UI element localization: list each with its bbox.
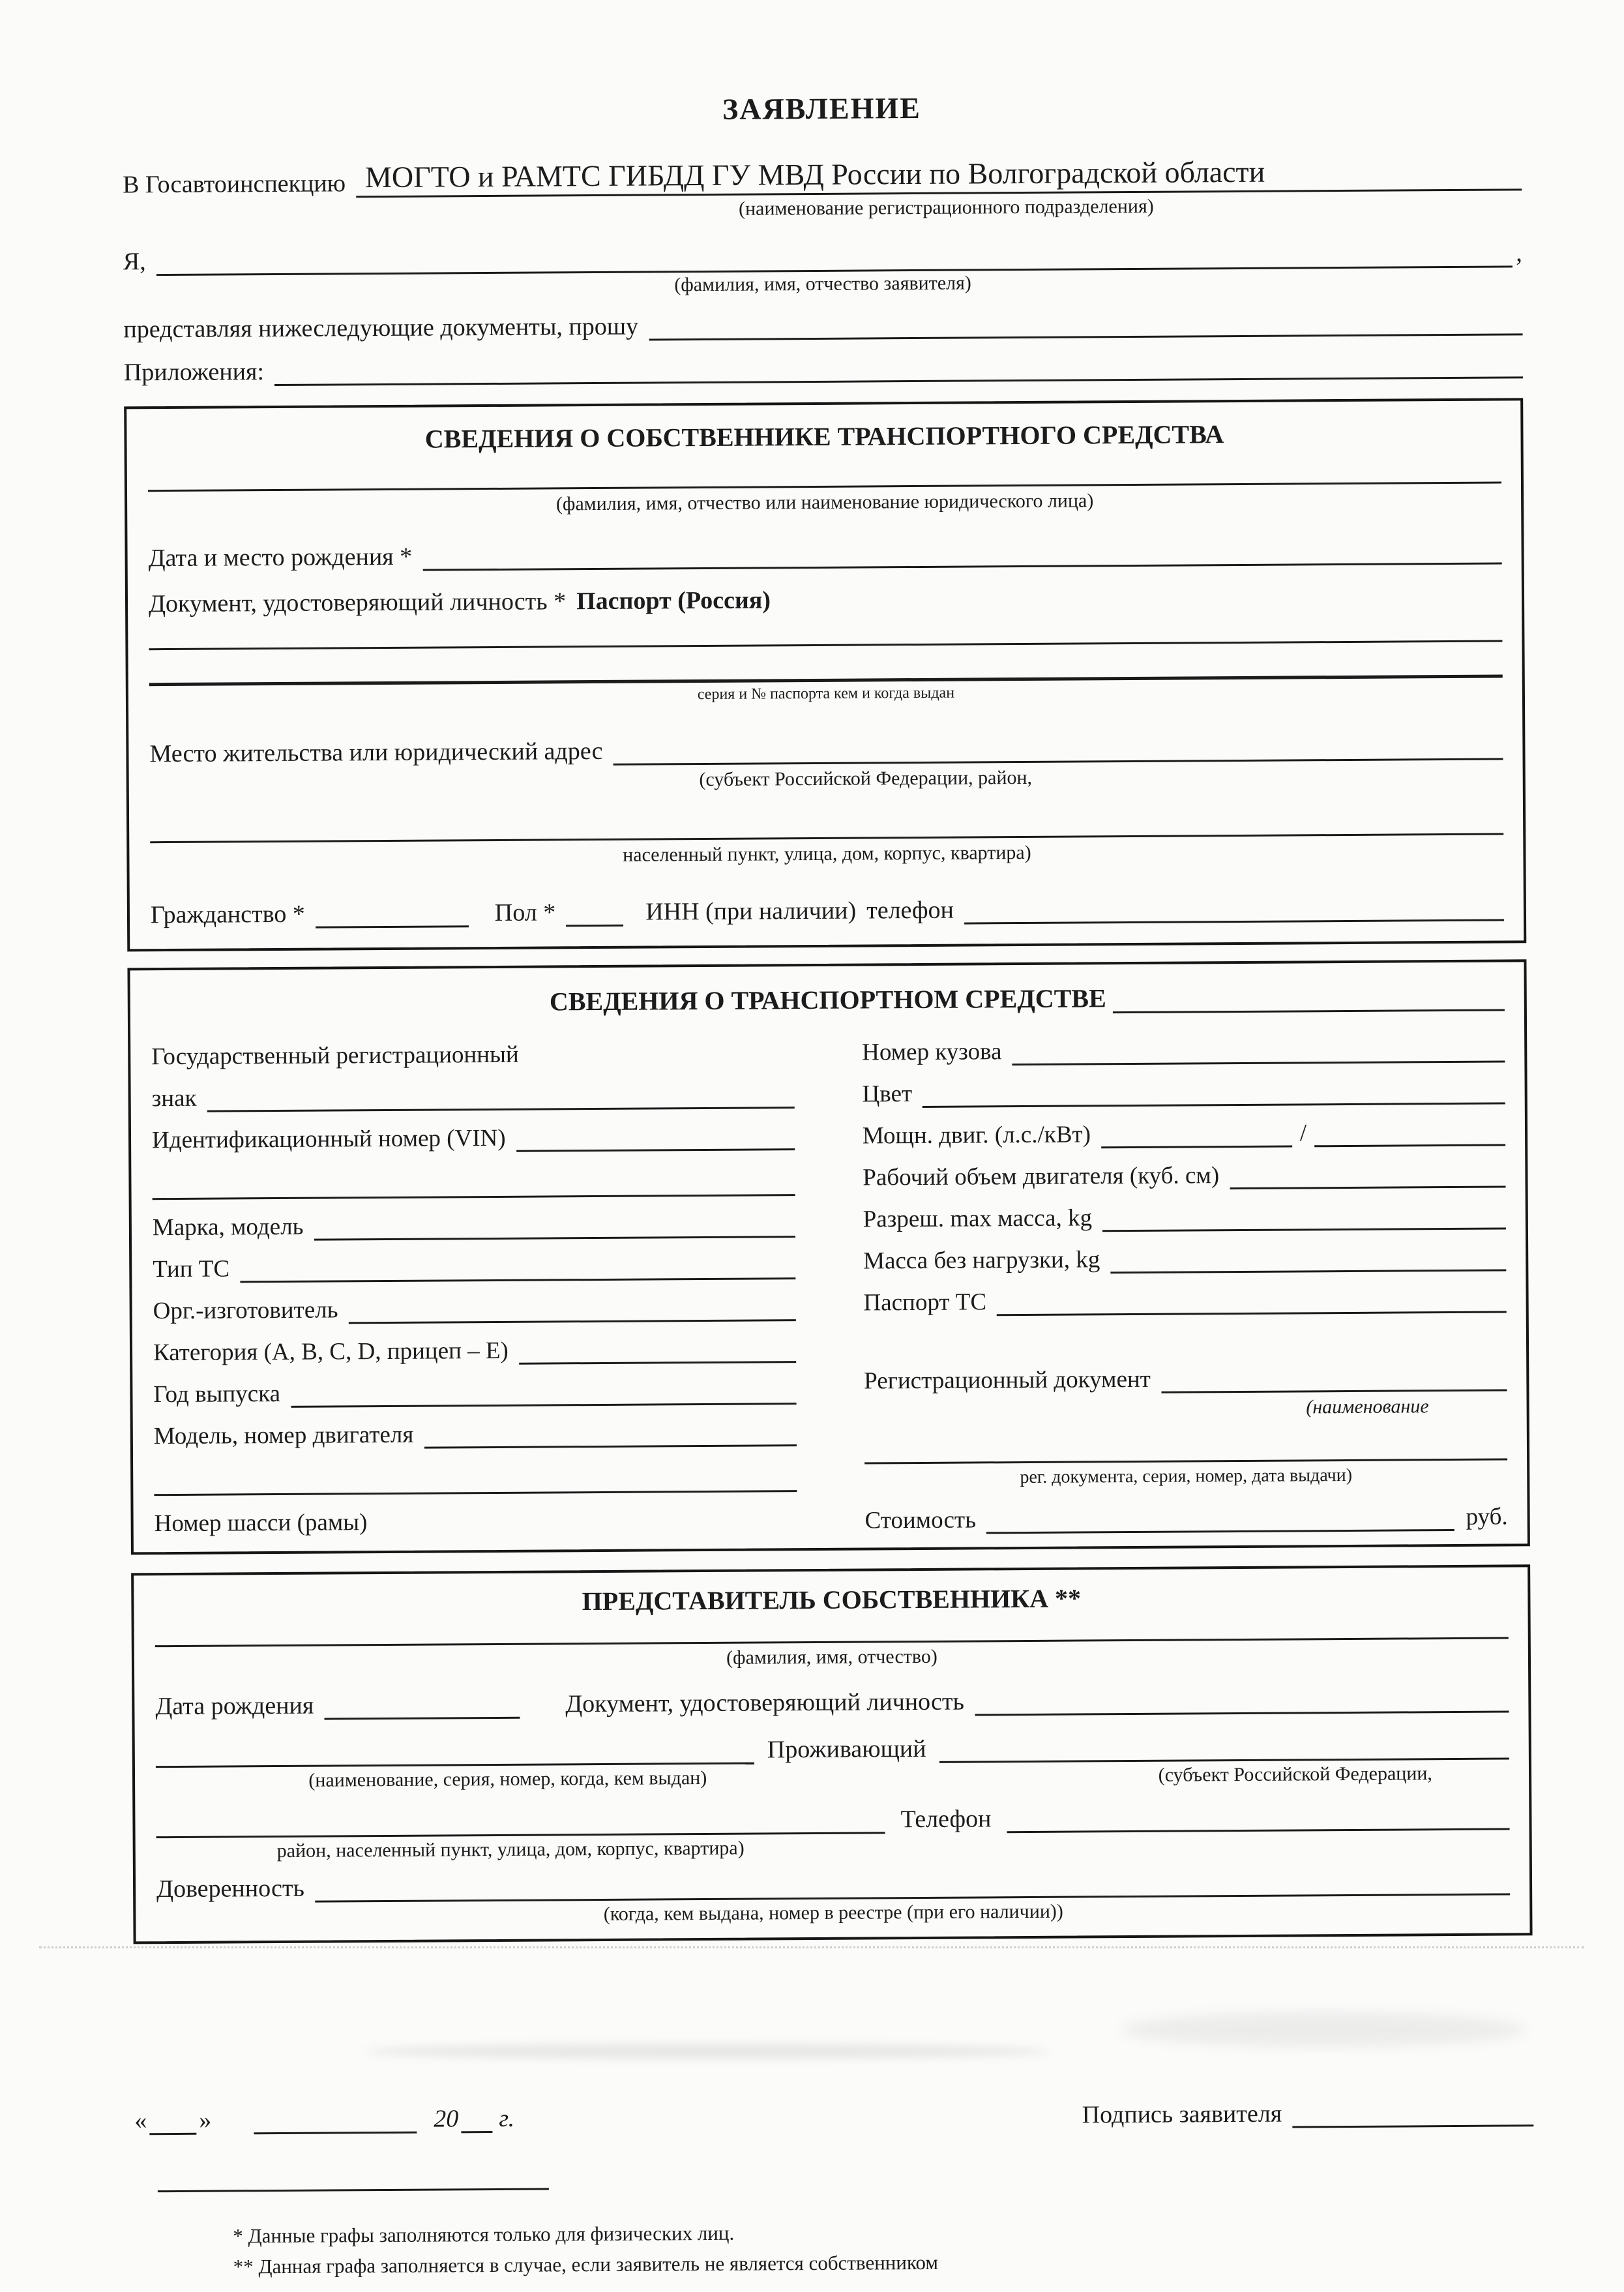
rep-doc-caption: (наименование, серия, номер, когда, кем выдан) xyxy=(308,1767,707,1791)
recipient-value: МОГТО и РАМТС ГИБДД ГУ МВД России по Волгоградской области xyxy=(364,155,1265,194)
applicant-caption: (фамилия, имя, отчество заявителя) xyxy=(674,272,971,296)
owner-phone-label: телефон xyxy=(866,896,954,925)
pts-label: Паспорт ТС xyxy=(863,1288,987,1317)
rep-poa-row xyxy=(156,1860,1510,1903)
vehicle-section xyxy=(127,959,1529,1555)
empty-mass-row xyxy=(863,1230,1506,1275)
manufacturer-label: Орг.-изготовитель xyxy=(153,1296,338,1325)
engine-row xyxy=(154,1405,797,1450)
attachments-field xyxy=(274,372,1523,386)
owner-address-field xyxy=(613,754,1503,766)
make-row xyxy=(153,1196,795,1242)
reg-plate-label-1: Государственный регистрационный xyxy=(151,1041,519,1071)
recipient-row xyxy=(123,149,1522,199)
owner-sex-label: Пол * xyxy=(494,899,556,927)
engine-extra-row xyxy=(154,1446,797,1496)
date-month-field xyxy=(254,2128,417,2135)
vin-label: Идентификационный номер (VIN) xyxy=(151,1124,506,1154)
vin-row xyxy=(152,1109,795,1154)
owner-iddoc-row xyxy=(149,576,1502,619)
owner-birth-row xyxy=(148,531,1501,573)
cost-label: Стоимость xyxy=(864,1506,977,1534)
year-row xyxy=(153,1363,796,1408)
color-label: Цвет xyxy=(862,1080,913,1108)
vehicle-col-left xyxy=(151,1025,797,1539)
pts-row xyxy=(863,1272,1506,1317)
date-year-suffix: г. xyxy=(499,2104,515,2132)
cost-unit: руб. xyxy=(1466,1503,1508,1530)
chassis-row xyxy=(154,1492,797,1538)
request-row xyxy=(123,299,1522,344)
request-label: представляя нижеследующие документы, прошу xyxy=(123,312,639,344)
reg-plate-label-2: знак xyxy=(151,1084,197,1112)
owner-birth-field xyxy=(422,559,1501,571)
signature-label: Подпись заявителя xyxy=(1082,2100,1282,2129)
category-row xyxy=(153,1321,796,1367)
owner-citizenship-row xyxy=(151,885,1504,930)
comma: , xyxy=(1516,239,1522,267)
footnotes xyxy=(135,2213,1535,2282)
owner-sex-field xyxy=(566,921,623,927)
cost-field xyxy=(986,1525,1454,1534)
owner-address-caption-2: населенный пункт, улица, дом, корпус, квартира) xyxy=(623,841,1031,866)
owner-phone-field xyxy=(964,915,1504,925)
rep-residing-label: Проживающий xyxy=(767,1734,926,1764)
rep-phone-label: Телефон xyxy=(900,1805,992,1834)
type-label: Тип ТС xyxy=(153,1255,230,1283)
date-signature-row xyxy=(134,2089,1533,2135)
owner-iddoc-value: Паспорт (Россия) xyxy=(576,586,771,616)
owner-iddoc-label: Документ, удостоверяющий личность * xyxy=(148,588,567,618)
owner-address-caption-1: (субъект Российской Федерации, район, xyxy=(699,766,1033,791)
vehicle-col-right xyxy=(862,1021,1508,1535)
owner-name-caption: (фамилия, имя, отчество или наименование юридического лица) xyxy=(555,490,1094,515)
displacement-row xyxy=(863,1146,1505,1192)
date-quote-close: » xyxy=(199,2106,212,2134)
spacer xyxy=(514,2130,1082,2133)
vehicle-grid xyxy=(151,1021,1508,1540)
vehicle-col-gap xyxy=(794,1025,865,1536)
rep-birth-label: Дата рождения xyxy=(155,1691,314,1721)
owner-inn-label: ИНН (при наличии) xyxy=(645,897,857,926)
max-mass-label: Разреш. max масса, kg xyxy=(863,1204,1093,1233)
rep-region-caption: (субъект Российской Федерации, xyxy=(1158,1763,1432,1786)
date-year-prefix: 20 xyxy=(434,2105,459,2133)
year-label: Год выпуска xyxy=(153,1380,281,1408)
body-number-row xyxy=(862,1021,1505,1067)
body-number-label: Номер кузова xyxy=(862,1038,1002,1066)
vehicle-section-header: СВЕДЕНИЯ О ТРАНСПОРТНОМ СРЕДСТВЕ xyxy=(549,983,1106,1017)
power-hp-field xyxy=(1101,1142,1292,1149)
spacer xyxy=(864,1313,1507,1354)
date-quote-open: « xyxy=(134,2107,147,2135)
manufacturer-row xyxy=(153,1279,795,1325)
applicant-name-row xyxy=(123,231,1522,276)
reg-doc-extra-row xyxy=(864,1418,1507,1465)
signature-field xyxy=(1292,2121,1533,2128)
owner-citizenship-field xyxy=(316,921,469,928)
rep-birth-row xyxy=(155,1678,1509,1721)
attachments-label: Приложения: xyxy=(123,358,265,387)
owner-passport-caption: серия и № паспорта кем и когда выдан xyxy=(697,684,955,704)
owner-section xyxy=(124,398,1526,951)
empty-mass-label: Масса без нагрузки, kg xyxy=(863,1246,1100,1275)
cost-row xyxy=(864,1486,1508,1534)
spacer xyxy=(151,1017,543,1020)
vehicle-section-header-row xyxy=(151,975,1505,1020)
form-title: ЗАЯВЛЕНИЕ xyxy=(722,91,922,126)
reg-doc-row xyxy=(864,1350,1507,1395)
power-row xyxy=(863,1105,1505,1150)
type-row xyxy=(153,1238,795,1283)
power-kw-field xyxy=(1314,1140,1505,1148)
rep-iddoc-field xyxy=(975,1706,1509,1716)
recipient-label: В Госавтоинспекцию xyxy=(122,170,346,199)
reg-plate-row-2 xyxy=(151,1067,794,1112)
make-label: Марка, модель xyxy=(152,1213,304,1242)
power-label: Мощн. двиг. (л.с./кВт) xyxy=(862,1121,1091,1150)
rep-poa-caption: (когда, кем выдана, номер в реестре (при его наличии)) xyxy=(603,1900,1063,1925)
rep-district-caption: район, населенный пункт, улица, дом, корпус, квартира) xyxy=(276,1837,745,1862)
owner-passport-field-1 xyxy=(149,640,1502,651)
representative-section xyxy=(131,1564,1532,1944)
date-year-field xyxy=(461,2127,492,2133)
attachments-row xyxy=(124,343,1523,387)
reg-doc-label: Регистрационный документ xyxy=(864,1365,1151,1395)
recipient-caption: (наименование регистрационного подразделения) xyxy=(738,195,1154,220)
request-field xyxy=(649,329,1522,340)
reg-doc-caption-1: (наименование xyxy=(1306,1395,1429,1418)
max-mass-row xyxy=(863,1188,1505,1234)
owner-birth-label: Дата и место рождения * xyxy=(148,543,413,573)
footnote-2: ** Данная графа заполняется в случае, если заявитель не является собственником xyxy=(233,2250,939,2278)
rep-name-caption: (фамилия, имя, отчество) xyxy=(726,1645,937,1669)
displacement-label: Рабочий объем двигателя (куб. см) xyxy=(863,1162,1220,1191)
reg-plate-row-1 xyxy=(151,1025,794,1071)
rep-iddoc-label: Документ, удостоверяющий личность xyxy=(565,1688,964,1718)
representative-section-header: ПРЕДСТАВИТЕЛЬ СОБСТВЕННИКА ** xyxy=(582,1583,1082,1616)
footer-extra-line xyxy=(158,2188,549,2193)
rep-birth-field xyxy=(324,1713,520,1720)
recipient-field xyxy=(356,153,1522,198)
owner-citizenship-label: Гражданство * xyxy=(150,900,305,929)
vin-extra-row xyxy=(152,1150,795,1200)
applicant-label: Я, xyxy=(123,248,146,276)
footnote-1: * Данные графы заполняются только для физических лиц. xyxy=(233,2221,735,2248)
owner-address-label: Место жительства или юридический адрес xyxy=(149,737,603,768)
chassis-label: Номер шасси (рамы) xyxy=(154,1509,368,1538)
category-label: Категория (А, В, С, D, прицеп – Е) xyxy=(153,1337,509,1367)
color-row xyxy=(862,1063,1505,1109)
owner-address-row xyxy=(149,725,1503,769)
reg-doc-caption-2: рег. документа, серия, номер, дата выдачи) xyxy=(1020,1465,1353,1488)
owner-section-header: СВЕДЕНИЯ О СОБСТВЕННИКЕ ТРАНСПОРТНОГО СРЕДСТВА xyxy=(424,419,1224,454)
rep-poa-label: Доверенность xyxy=(156,1874,305,1903)
vehicle-header-field xyxy=(1113,1005,1505,1014)
date-day-field xyxy=(149,2129,196,2135)
engine-label: Модель, номер двигателя xyxy=(153,1421,414,1450)
power-divider: / xyxy=(1299,1120,1307,1147)
